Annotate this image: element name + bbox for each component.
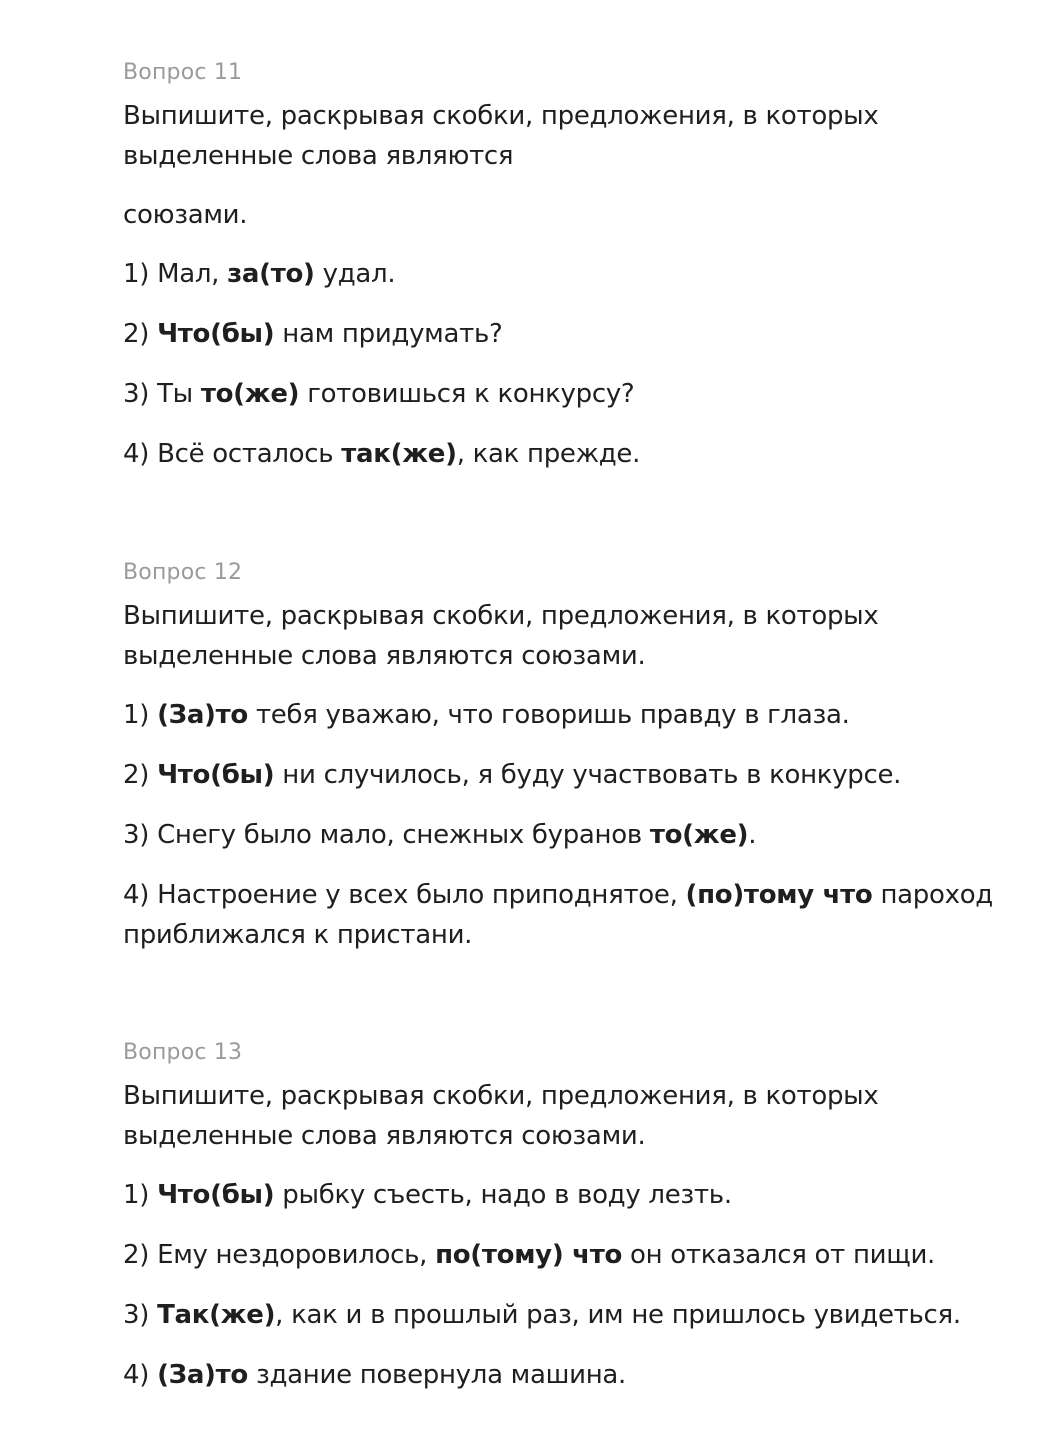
- option-number: 4): [123, 1360, 158, 1390]
- option-text-before: Ему нездоровилось,: [157, 1240, 436, 1270]
- option-number: 3): [123, 1300, 158, 1330]
- question-prompt: Выпишите, раскрывая скобки, предложения, в которых выделенные слова являются союзами.: [123, 601, 879, 671]
- option-number: 2): [123, 760, 158, 790]
- answer-option-1: [123, 1175, 1023, 1215]
- question-label: Вопрос 12: [123, 560, 243, 585]
- option-text-after: удал.: [314, 259, 396, 289]
- highlighted-word: Что(бы): [157, 760, 275, 790]
- question-prompt: Выпишите, раскрывая скобки, предложения, в которых выделенные слова являются союзами.: [123, 1081, 879, 1151]
- option-text-after: ни случилось, я буду участвовать в конкурсе.: [274, 760, 902, 790]
- option-number: 4): [123, 880, 158, 910]
- option-text-after: готовишься к конкурсу?: [299, 379, 635, 409]
- highlighted-word: за(то): [227, 259, 315, 289]
- answer-option-3: [123, 815, 1023, 855]
- question-prompt: Выпишите, раскрывая скобки, предложения, в которых выделенные слова являются: [123, 101, 879, 171]
- answer-option-2: [123, 1235, 1023, 1275]
- option-number: 1): [123, 1180, 158, 1210]
- option-text-before: Всё осталось: [157, 439, 342, 469]
- question-label: Вопрос 11: [123, 60, 243, 85]
- question-prompt-continuation: союзами.: [123, 200, 248, 230]
- option-text-after: пароход приближался к пристани.: [123, 880, 993, 950]
- option-text-after: , как и в прошлый раз, им не пришлось увидеться.: [275, 1300, 961, 1330]
- answer-option-4: [123, 434, 1023, 474]
- option-number: 3): [123, 379, 158, 409]
- highlighted-word: Что(бы): [157, 1180, 275, 1210]
- option-text-after: здание повернула машина.: [247, 1360, 627, 1390]
- option-number: 3): [123, 820, 158, 850]
- option-number: 4): [123, 439, 158, 469]
- highlighted-word: то(же): [649, 820, 749, 850]
- highlighted-word: (За)то: [157, 1360, 248, 1390]
- option-text-after: рыбку съесть, надо в воду лезть.: [274, 1180, 732, 1210]
- option-text-after: нам придумать?: [274, 319, 503, 349]
- option-text-after: .: [748, 820, 757, 850]
- answer-options: [123, 254, 1023, 474]
- highlighted-word: так(же): [341, 439, 457, 469]
- answer-option-4: [123, 875, 1013, 955]
- answer-option-1: [123, 695, 1023, 735]
- option-number: 2): [123, 1240, 158, 1270]
- option-text-after: он отказался от пищи.: [622, 1240, 936, 1270]
- highlighted-word: (по)тому что: [685, 880, 873, 910]
- option-number: 1): [123, 259, 158, 289]
- option-number: 2): [123, 319, 158, 349]
- option-text-before: Снегу было мало, снежных буранов: [157, 820, 650, 850]
- option-text-before: Мал,: [157, 259, 228, 289]
- question-label: Вопрос 13: [123, 1040, 243, 1065]
- answer-options: [123, 695, 1023, 955]
- highlighted-word: то(же): [200, 379, 300, 409]
- option-number: 1): [123, 700, 158, 730]
- option-text-before: Настроение у всех было приподнятое,: [157, 880, 686, 910]
- highlighted-word: Так(же): [157, 1300, 276, 1330]
- option-text-after: тебя уважаю, что говоришь правду в глаза.: [247, 700, 850, 730]
- question-12: [123, 556, 1023, 955]
- answer-option-2: [123, 755, 1023, 795]
- answer-option-3: [123, 1295, 1023, 1335]
- answer-options: [123, 1175, 1023, 1395]
- option-text-after: , как прежде.: [456, 439, 641, 469]
- highlighted-word: Что(бы): [157, 319, 275, 349]
- answer-option-3: [123, 374, 1023, 414]
- highlighted-word: (За)то: [157, 700, 248, 730]
- answer-option-4: [123, 1355, 1023, 1395]
- answer-option-1: [123, 254, 1023, 294]
- highlighted-word: по(тому) что: [435, 1240, 623, 1270]
- question-13: [123, 1036, 1023, 1395]
- answer-option-2: [123, 314, 1023, 354]
- question-11: [123, 56, 1023, 474]
- option-text-before: Ты: [157, 379, 201, 409]
